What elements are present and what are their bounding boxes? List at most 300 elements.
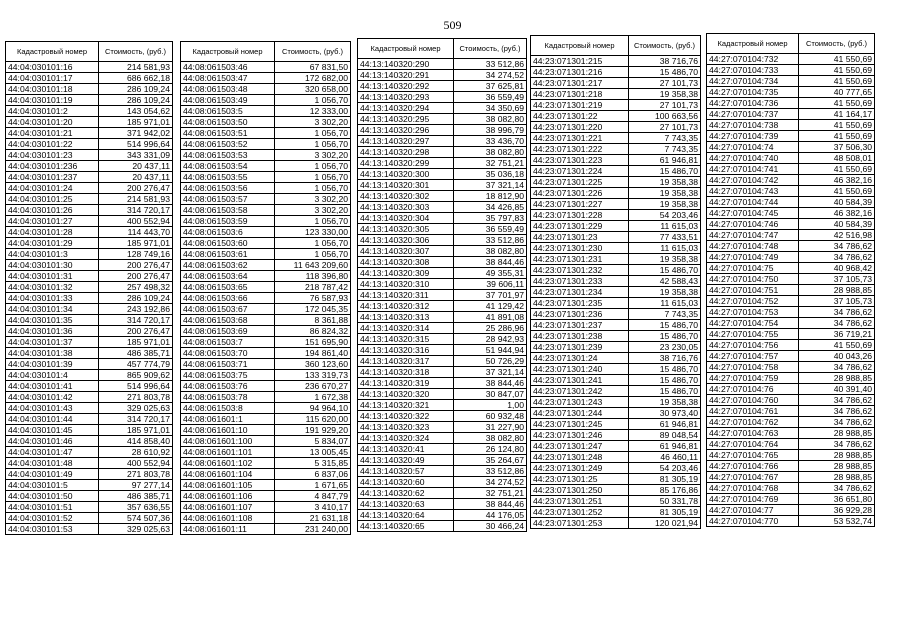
cadastral-number-cell: 44:13:140320:308 xyxy=(358,257,454,268)
cost-cell: 357 636,55 xyxy=(99,502,173,513)
table-row xyxy=(6,304,173,315)
cost-cell: 314 720,17 xyxy=(99,414,173,425)
cost-cell: 12 333,00 xyxy=(275,106,351,117)
table-row xyxy=(6,95,173,106)
cost-cell: 40 584,39 xyxy=(799,219,875,230)
cadastral-table-5 xyxy=(706,33,875,527)
table-row xyxy=(358,466,527,477)
cadastral-number-cell: 44:04:030101:25 xyxy=(6,194,99,205)
cost-cell: 31 227,90 xyxy=(454,422,527,433)
cadastral-number-cell: 44:04:030101:237 xyxy=(6,172,99,183)
cost-cell: 371 942,02 xyxy=(99,128,173,139)
cost-cell: 1 056,70 xyxy=(275,95,351,106)
cadastral-number-cell: 44:08:061503:65 xyxy=(181,282,275,293)
table-row xyxy=(181,337,351,348)
cadastral-number-cell: 44:04:030101:17 xyxy=(6,73,99,84)
table-row xyxy=(707,131,875,142)
cadastral-number-cell: 44:08:061503:52 xyxy=(181,139,275,150)
table-row xyxy=(181,469,351,480)
cadastral-number-cell: 44:23:071301:243 xyxy=(531,397,629,408)
cadastral-number-cell: 44:23:071301:219 xyxy=(531,100,629,111)
table-row xyxy=(358,180,527,191)
cadastral-number-cell: 44:04:030101:3 xyxy=(6,249,99,260)
header-cost: Стоимость, (руб.) xyxy=(275,42,351,62)
cadastral-number-cell: 44:08:061503:7 xyxy=(181,337,275,348)
cadastral-table-1 xyxy=(5,41,173,535)
table-row xyxy=(707,373,875,384)
cost-cell: 27 101,73 xyxy=(629,100,701,111)
table-row xyxy=(531,386,701,397)
cost-cell: 486 385,71 xyxy=(99,348,173,359)
cost-cell: 34 426,85 xyxy=(454,202,527,213)
table-row xyxy=(6,425,173,436)
cost-cell: 19 358,38 xyxy=(629,199,701,210)
cost-cell: 34 786,62 xyxy=(799,362,875,373)
cost-cell: 42 516,98 xyxy=(799,230,875,241)
table-row xyxy=(6,326,173,337)
table-row xyxy=(358,246,527,257)
cadastral-number-cell: 44:27:070104:746 xyxy=(707,219,799,230)
table-row xyxy=(181,227,351,238)
cadastral-number-cell: 44:08:061503:71 xyxy=(181,359,275,370)
table-row xyxy=(358,323,527,334)
cadastral-number-cell: 44:08:061503:67 xyxy=(181,304,275,315)
cadastral-number-cell: 44:08:061503:68 xyxy=(181,315,275,326)
table-row xyxy=(181,304,351,315)
cost-cell: 329 025,63 xyxy=(99,403,173,414)
cost-cell: 34 350,69 xyxy=(454,103,527,114)
cadastral-number-cell: 44:08:061503:47 xyxy=(181,73,275,84)
cost-cell: 865 909,62 xyxy=(99,370,173,381)
table-row xyxy=(531,133,701,144)
cadastral-number-cell: 44:23:071301:235 xyxy=(531,298,629,309)
cadastral-number-cell: 44:04:030101:53 xyxy=(6,524,99,535)
cadastral-number-cell: 44:27:070104:752 xyxy=(707,296,799,307)
table-row xyxy=(6,293,173,304)
cost-cell: 36 719,21 xyxy=(799,329,875,340)
cadastral-number-cell: 44:13:140320:321 xyxy=(358,400,454,411)
cost-cell: 1 056,70 xyxy=(275,172,351,183)
table-row xyxy=(358,257,527,268)
table-row xyxy=(531,243,701,254)
table-row xyxy=(358,202,527,213)
cost-cell: 329 025,63 xyxy=(99,524,173,535)
cost-cell: 41 891,08 xyxy=(454,312,527,323)
table-row xyxy=(531,67,701,78)
cost-cell: 30 466,24 xyxy=(454,521,527,532)
cost-cell: 400 552,94 xyxy=(99,458,173,469)
cost-cell: 37 321,14 xyxy=(454,180,527,191)
table-row xyxy=(181,73,351,84)
cost-cell: 118 396,80 xyxy=(275,271,351,282)
cost-cell: 27 101,73 xyxy=(629,78,701,89)
cost-cell: 41 550,69 xyxy=(799,54,875,65)
table-row xyxy=(707,318,875,329)
cadastral-number-cell: 44:13:140320:313 xyxy=(358,312,454,323)
cadastral-number-cell: 44:27:070104:745 xyxy=(707,208,799,219)
table-row xyxy=(531,122,701,133)
cadastral-number-cell: 44:04:030101:52 xyxy=(6,513,99,524)
table-row xyxy=(6,337,173,348)
table-row xyxy=(181,392,351,403)
cost-cell: 38 716,76 xyxy=(629,353,701,364)
cost-cell: 38 844,46 xyxy=(454,499,527,510)
cadastral-number-cell: 44:23:071301:227 xyxy=(531,199,629,210)
cadastral-number-cell: 44:27:070104:754 xyxy=(707,318,799,329)
table-row xyxy=(181,260,351,271)
cadastral-number-cell: 44:08:061503:76 xyxy=(181,381,275,392)
table-row xyxy=(707,307,875,318)
table-row xyxy=(358,312,527,323)
table-row xyxy=(6,436,173,447)
table-row xyxy=(707,285,875,296)
cost-cell: 34 786,62 xyxy=(799,406,875,417)
cost-cell: 686 662,18 xyxy=(99,73,173,84)
cadastral-number-cell: 44:27:070104:768 xyxy=(707,483,799,494)
cost-cell: 343 331,09 xyxy=(99,150,173,161)
cadastral-number-cell: 44:23:071301:222 xyxy=(531,144,629,155)
cost-cell: 28 988,85 xyxy=(799,450,875,461)
cost-cell: 172 045,35 xyxy=(275,304,351,315)
cost-cell: 40 584,39 xyxy=(799,197,875,208)
cost-cell: 34 786,62 xyxy=(799,241,875,252)
table-row xyxy=(358,290,527,301)
cadastral-number-cell: 44:23:071301:253 xyxy=(531,518,629,529)
cadastral-number-cell: 44:27:070104:748 xyxy=(707,241,799,252)
table-row xyxy=(358,125,527,136)
table-row xyxy=(181,84,351,95)
cadastral-number-cell: 44:27:070104:77 xyxy=(707,505,799,516)
table-row xyxy=(707,142,875,153)
cost-cell: 33 436,70 xyxy=(454,136,527,147)
cost-cell: 18 812,90 xyxy=(454,191,527,202)
table-row xyxy=(6,392,173,403)
table-row xyxy=(707,219,875,230)
cost-cell: 200 276,47 xyxy=(99,271,173,282)
table-row xyxy=(531,166,701,177)
cost-cell: 33 512,86 xyxy=(454,466,527,477)
cost-cell: 1 672,38 xyxy=(275,392,351,403)
cadastral-number-cell: 44:23:071301:242 xyxy=(531,386,629,397)
cost-cell: 1 056,70 xyxy=(275,238,351,249)
cost-cell: 36 651,80 xyxy=(799,494,875,505)
cost-cell: 41 550,69 xyxy=(799,186,875,197)
table-row xyxy=(358,367,527,378)
cadastral-number-cell: 44:27:070104:738 xyxy=(707,120,799,131)
cost-cell: 41 550,69 xyxy=(799,120,875,131)
table-row xyxy=(181,194,351,205)
cost-cell: 38 082,80 xyxy=(454,433,527,444)
cadastral-number-cell: 44:23:071301:231 xyxy=(531,254,629,265)
cadastral-number-cell: 44:23:071301:220 xyxy=(531,122,629,133)
cadastral-number-cell: 44:13:140320:323 xyxy=(358,422,454,433)
cadastral-number-cell: 44:23:071301:240 xyxy=(531,364,629,375)
cadastral-number-cell: 44:27:070104:740 xyxy=(707,153,799,164)
cost-cell: 3 302,20 xyxy=(275,194,351,205)
table-row xyxy=(358,158,527,169)
cost-cell: 15 486,70 xyxy=(629,386,701,397)
cadastral-number-cell: 44:04:030101:28 xyxy=(6,227,99,238)
cadastral-number-cell: 44:04:030101:43 xyxy=(6,403,99,414)
table-row xyxy=(531,331,701,342)
cadastral-number-cell: 44:13:140320:314 xyxy=(358,323,454,334)
cost-cell: 34 786,62 xyxy=(799,395,875,406)
table-row xyxy=(181,128,351,139)
cost-cell: 28 942,93 xyxy=(454,334,527,345)
header-cost: Стоимость, (руб.) xyxy=(629,36,701,56)
cost-cell: 50 726,29 xyxy=(454,356,527,367)
cost-cell: 11 615,03 xyxy=(629,298,701,309)
cost-cell: 19 358,38 xyxy=(629,287,701,298)
cadastral-number-cell: 44:04:030101:51 xyxy=(6,502,99,513)
cadastral-number-cell: 44:04:030101:16 xyxy=(6,62,99,73)
cadastral-number-cell: 44:13:140320:303 xyxy=(358,202,454,213)
table-row xyxy=(181,491,351,502)
table-row xyxy=(181,480,351,491)
cost-cell: 42 588,43 xyxy=(629,276,701,287)
table-row xyxy=(358,477,527,488)
table-row xyxy=(707,505,875,516)
cost-cell: 314 720,17 xyxy=(99,315,173,326)
table-row xyxy=(531,397,701,408)
table-row xyxy=(181,348,351,359)
cost-cell: 360 123,60 xyxy=(275,359,351,370)
cost-cell: 271 803,78 xyxy=(99,469,173,480)
cost-cell: 50 331,78 xyxy=(629,496,701,507)
cadastral-number-cell: 44:23:071301:217 xyxy=(531,78,629,89)
cadastral-table-4 xyxy=(530,35,701,529)
table-row xyxy=(707,186,875,197)
cadastral-number-cell: 44:08:061601:107 xyxy=(181,502,275,513)
cadastral-number-cell: 44:04:030101:47 xyxy=(6,447,99,458)
table-row xyxy=(707,76,875,87)
cadastral-number-cell: 44:27:070104:758 xyxy=(707,362,799,373)
table-row xyxy=(181,381,351,392)
cadastral-number-cell: 44:08:061503:78 xyxy=(181,392,275,403)
table-row xyxy=(358,81,527,92)
table-row xyxy=(707,516,875,527)
cost-cell: 32 751,21 xyxy=(454,488,527,499)
cost-cell: 13 005,45 xyxy=(275,447,351,458)
cadastral-number-cell: 44:04:030101:19 xyxy=(6,95,99,106)
cadastral-number-cell: 44:08:061503:54 xyxy=(181,161,275,172)
table-row xyxy=(6,271,173,282)
cost-cell: 38 716,76 xyxy=(629,56,701,67)
cadastral-number-cell: 44:23:071301:230 xyxy=(531,243,629,254)
cadastral-number-cell: 44:27:070104:763 xyxy=(707,428,799,439)
table-row xyxy=(358,345,527,356)
cadastral-number-cell: 44:08:061503:48 xyxy=(181,84,275,95)
cadastral-number-cell: 44:04:030101:29 xyxy=(6,238,99,249)
cadastral-number-cell: 44:04:030101:46 xyxy=(6,436,99,447)
cadastral-number-cell: 44:23:071301:251 xyxy=(531,496,629,507)
cost-cell: 34 786,62 xyxy=(799,252,875,263)
cadastral-number-cell: 44:27:070104:739 xyxy=(707,131,799,142)
cost-cell: 86 824,32 xyxy=(275,326,351,337)
cost-cell: 123 330,00 xyxy=(275,227,351,238)
cost-cell: 60 932,48 xyxy=(454,411,527,422)
header-cadastral-number: Кадастровый номер xyxy=(707,34,799,54)
cost-cell: 41 550,69 xyxy=(799,76,875,87)
cost-cell: 81 305,19 xyxy=(629,474,701,485)
table-row xyxy=(181,249,351,260)
cost-cell: 200 276,47 xyxy=(99,326,173,337)
table-row xyxy=(707,472,875,483)
cost-cell: 28 988,85 xyxy=(799,373,875,384)
table-row xyxy=(181,216,351,227)
cadastral-number-cell: 44:08:061503:56 xyxy=(181,183,275,194)
cost-cell: 30 847,07 xyxy=(454,389,527,400)
cost-cell: 128 749,16 xyxy=(99,249,173,260)
table-row xyxy=(707,395,875,406)
cost-cell: 5 315,85 xyxy=(275,458,351,469)
cost-cell: 19 358,38 xyxy=(629,89,701,100)
cadastral-number-cell: 44:08:061503:6 xyxy=(181,227,275,238)
cadastral-number-cell: 44:04:030101:21 xyxy=(6,128,99,139)
cadastral-number-cell: 44:27:070104:743 xyxy=(707,186,799,197)
table-row xyxy=(531,309,701,320)
table-row xyxy=(707,120,875,131)
cadastral-number-cell: 44:04:030101:38 xyxy=(6,348,99,359)
cost-cell: 15 486,70 xyxy=(629,331,701,342)
cost-cell: 314 720,17 xyxy=(99,205,173,216)
cost-cell: 61 946,81 xyxy=(629,419,701,430)
cost-cell: 41 550,69 xyxy=(799,164,875,175)
table-row xyxy=(358,114,527,125)
cost-cell: 486 385,71 xyxy=(99,491,173,502)
cost-cell: 49 355,31 xyxy=(454,268,527,279)
table-row xyxy=(358,301,527,312)
cadastral-number-cell: 44:13:140320:57 xyxy=(358,466,454,477)
table-row xyxy=(531,276,701,287)
cadastral-number-cell: 44:27:070104:76 xyxy=(707,384,799,395)
cost-cell: 271 803,78 xyxy=(99,392,173,403)
table-row xyxy=(707,417,875,428)
table-row xyxy=(6,315,173,326)
cost-cell: 81 305,19 xyxy=(629,507,701,518)
cost-cell: 36 929,28 xyxy=(799,505,875,516)
cost-cell: 40 043,26 xyxy=(799,351,875,362)
cost-cell: 41 550,69 xyxy=(799,98,875,109)
cadastral-number-cell: 44:13:140320:312 xyxy=(358,301,454,312)
cadastral-number-cell: 44:23:071301:24 xyxy=(531,353,629,364)
cost-cell: 25 286,96 xyxy=(454,323,527,334)
table-row xyxy=(181,271,351,282)
cost-cell: 1 056,70 xyxy=(275,183,351,194)
cost-cell: 28 988,85 xyxy=(799,428,875,439)
table-row xyxy=(358,510,527,521)
table-row xyxy=(531,298,701,309)
table-row xyxy=(531,496,701,507)
cadastral-number-cell: 44:27:070104:766 xyxy=(707,461,799,472)
cadastral-number-cell: 44:23:071301:252 xyxy=(531,507,629,518)
table-row xyxy=(181,293,351,304)
table-row xyxy=(181,150,351,161)
cost-cell: 286 109,24 xyxy=(99,293,173,304)
cadastral-number-cell: 44:04:030101:31 xyxy=(6,271,99,282)
table-row xyxy=(6,282,173,293)
cadastral-number-cell: 44:27:070104:751 xyxy=(707,285,799,296)
cost-cell: 1 056,70 xyxy=(275,216,351,227)
cost-cell: 85 176,86 xyxy=(629,485,701,496)
table-row xyxy=(358,136,527,147)
cost-cell: 15 486,70 xyxy=(629,265,701,276)
table-row xyxy=(6,260,173,271)
cost-cell: 53 532,74 xyxy=(799,516,875,527)
table-row xyxy=(707,384,875,395)
cost-cell: 33 512,86 xyxy=(454,59,527,70)
cost-cell: 46 460,11 xyxy=(629,452,701,463)
cost-cell: 54 203,46 xyxy=(629,463,701,474)
cost-cell: 15 486,70 xyxy=(629,166,701,177)
cadastral-number-cell: 44:04:030101:20 xyxy=(6,117,99,128)
cost-cell: 514 996,64 xyxy=(99,381,173,392)
cadastral-number-cell: 44:13:140320:309 xyxy=(358,268,454,279)
cost-cell: 214 581,93 xyxy=(99,62,173,73)
table-row xyxy=(181,161,351,172)
table-row xyxy=(6,106,173,117)
cadastral-number-cell: 44:23:071301:234 xyxy=(531,287,629,298)
cadastral-number-cell: 44:23:071301:244 xyxy=(531,408,629,419)
table-row xyxy=(6,183,173,194)
table-row xyxy=(358,455,527,466)
page-number: 509 xyxy=(443,18,462,32)
cadastral-number-cell: 44:13:140320:65 xyxy=(358,521,454,532)
table-row xyxy=(531,375,701,386)
table-row xyxy=(358,92,527,103)
table-row xyxy=(6,73,173,84)
cadastral-number-cell: 44:04:030101:23 xyxy=(6,150,99,161)
cost-cell: 257 498,32 xyxy=(99,282,173,293)
cadastral-number-cell: 44:04:030101:22 xyxy=(6,139,99,150)
cost-cell: 34 786,62 xyxy=(799,483,875,494)
table-row xyxy=(707,109,875,120)
cost-cell: 28 988,85 xyxy=(799,472,875,483)
cadastral-number-cell: 44:27:070104:761 xyxy=(707,406,799,417)
cost-cell: 115 620,00 xyxy=(275,414,351,425)
table-row xyxy=(531,144,701,155)
cost-cell: 37 625,81 xyxy=(454,81,527,92)
table-row xyxy=(358,499,527,510)
cadastral-number-cell: 44:23:071301:23 xyxy=(531,232,629,243)
cost-cell: 185 971,01 xyxy=(99,425,173,436)
cadastral-number-cell: 44:08:061503:49 xyxy=(181,95,275,106)
cadastral-number-cell: 44:04:030101:36 xyxy=(6,326,99,337)
table-row xyxy=(707,263,875,274)
cost-cell: 236 670,27 xyxy=(275,381,351,392)
table-row xyxy=(6,139,173,150)
table-row xyxy=(358,521,527,532)
cadastral-number-cell: 44:27:070104:749 xyxy=(707,252,799,263)
cost-cell: 6 837,06 xyxy=(275,469,351,480)
cost-cell: 37 105,73 xyxy=(799,296,875,307)
table-row xyxy=(6,469,173,480)
cost-cell: 38 082,80 xyxy=(454,246,527,257)
cost-cell: 231 240,00 xyxy=(275,524,351,535)
cadastral-number-cell: 44:13:140320:316 xyxy=(358,345,454,356)
table-row xyxy=(358,169,527,180)
cadastral-number-cell: 44:23:071301:236 xyxy=(531,309,629,320)
table-row xyxy=(531,56,701,67)
cadastral-number-cell: 44:04:030101:48 xyxy=(6,458,99,469)
cost-cell: 35 036,18 xyxy=(454,169,527,180)
cost-cell: 7 743,35 xyxy=(629,309,701,320)
cadastral-number-cell: 44:23:071301:215 xyxy=(531,56,629,67)
cadastral-number-cell: 44:04:030101:2 xyxy=(6,106,99,117)
cost-cell: 37 506,30 xyxy=(799,142,875,153)
cost-cell: 514 996,64 xyxy=(99,139,173,150)
cost-cell: 36 559,49 xyxy=(454,224,527,235)
